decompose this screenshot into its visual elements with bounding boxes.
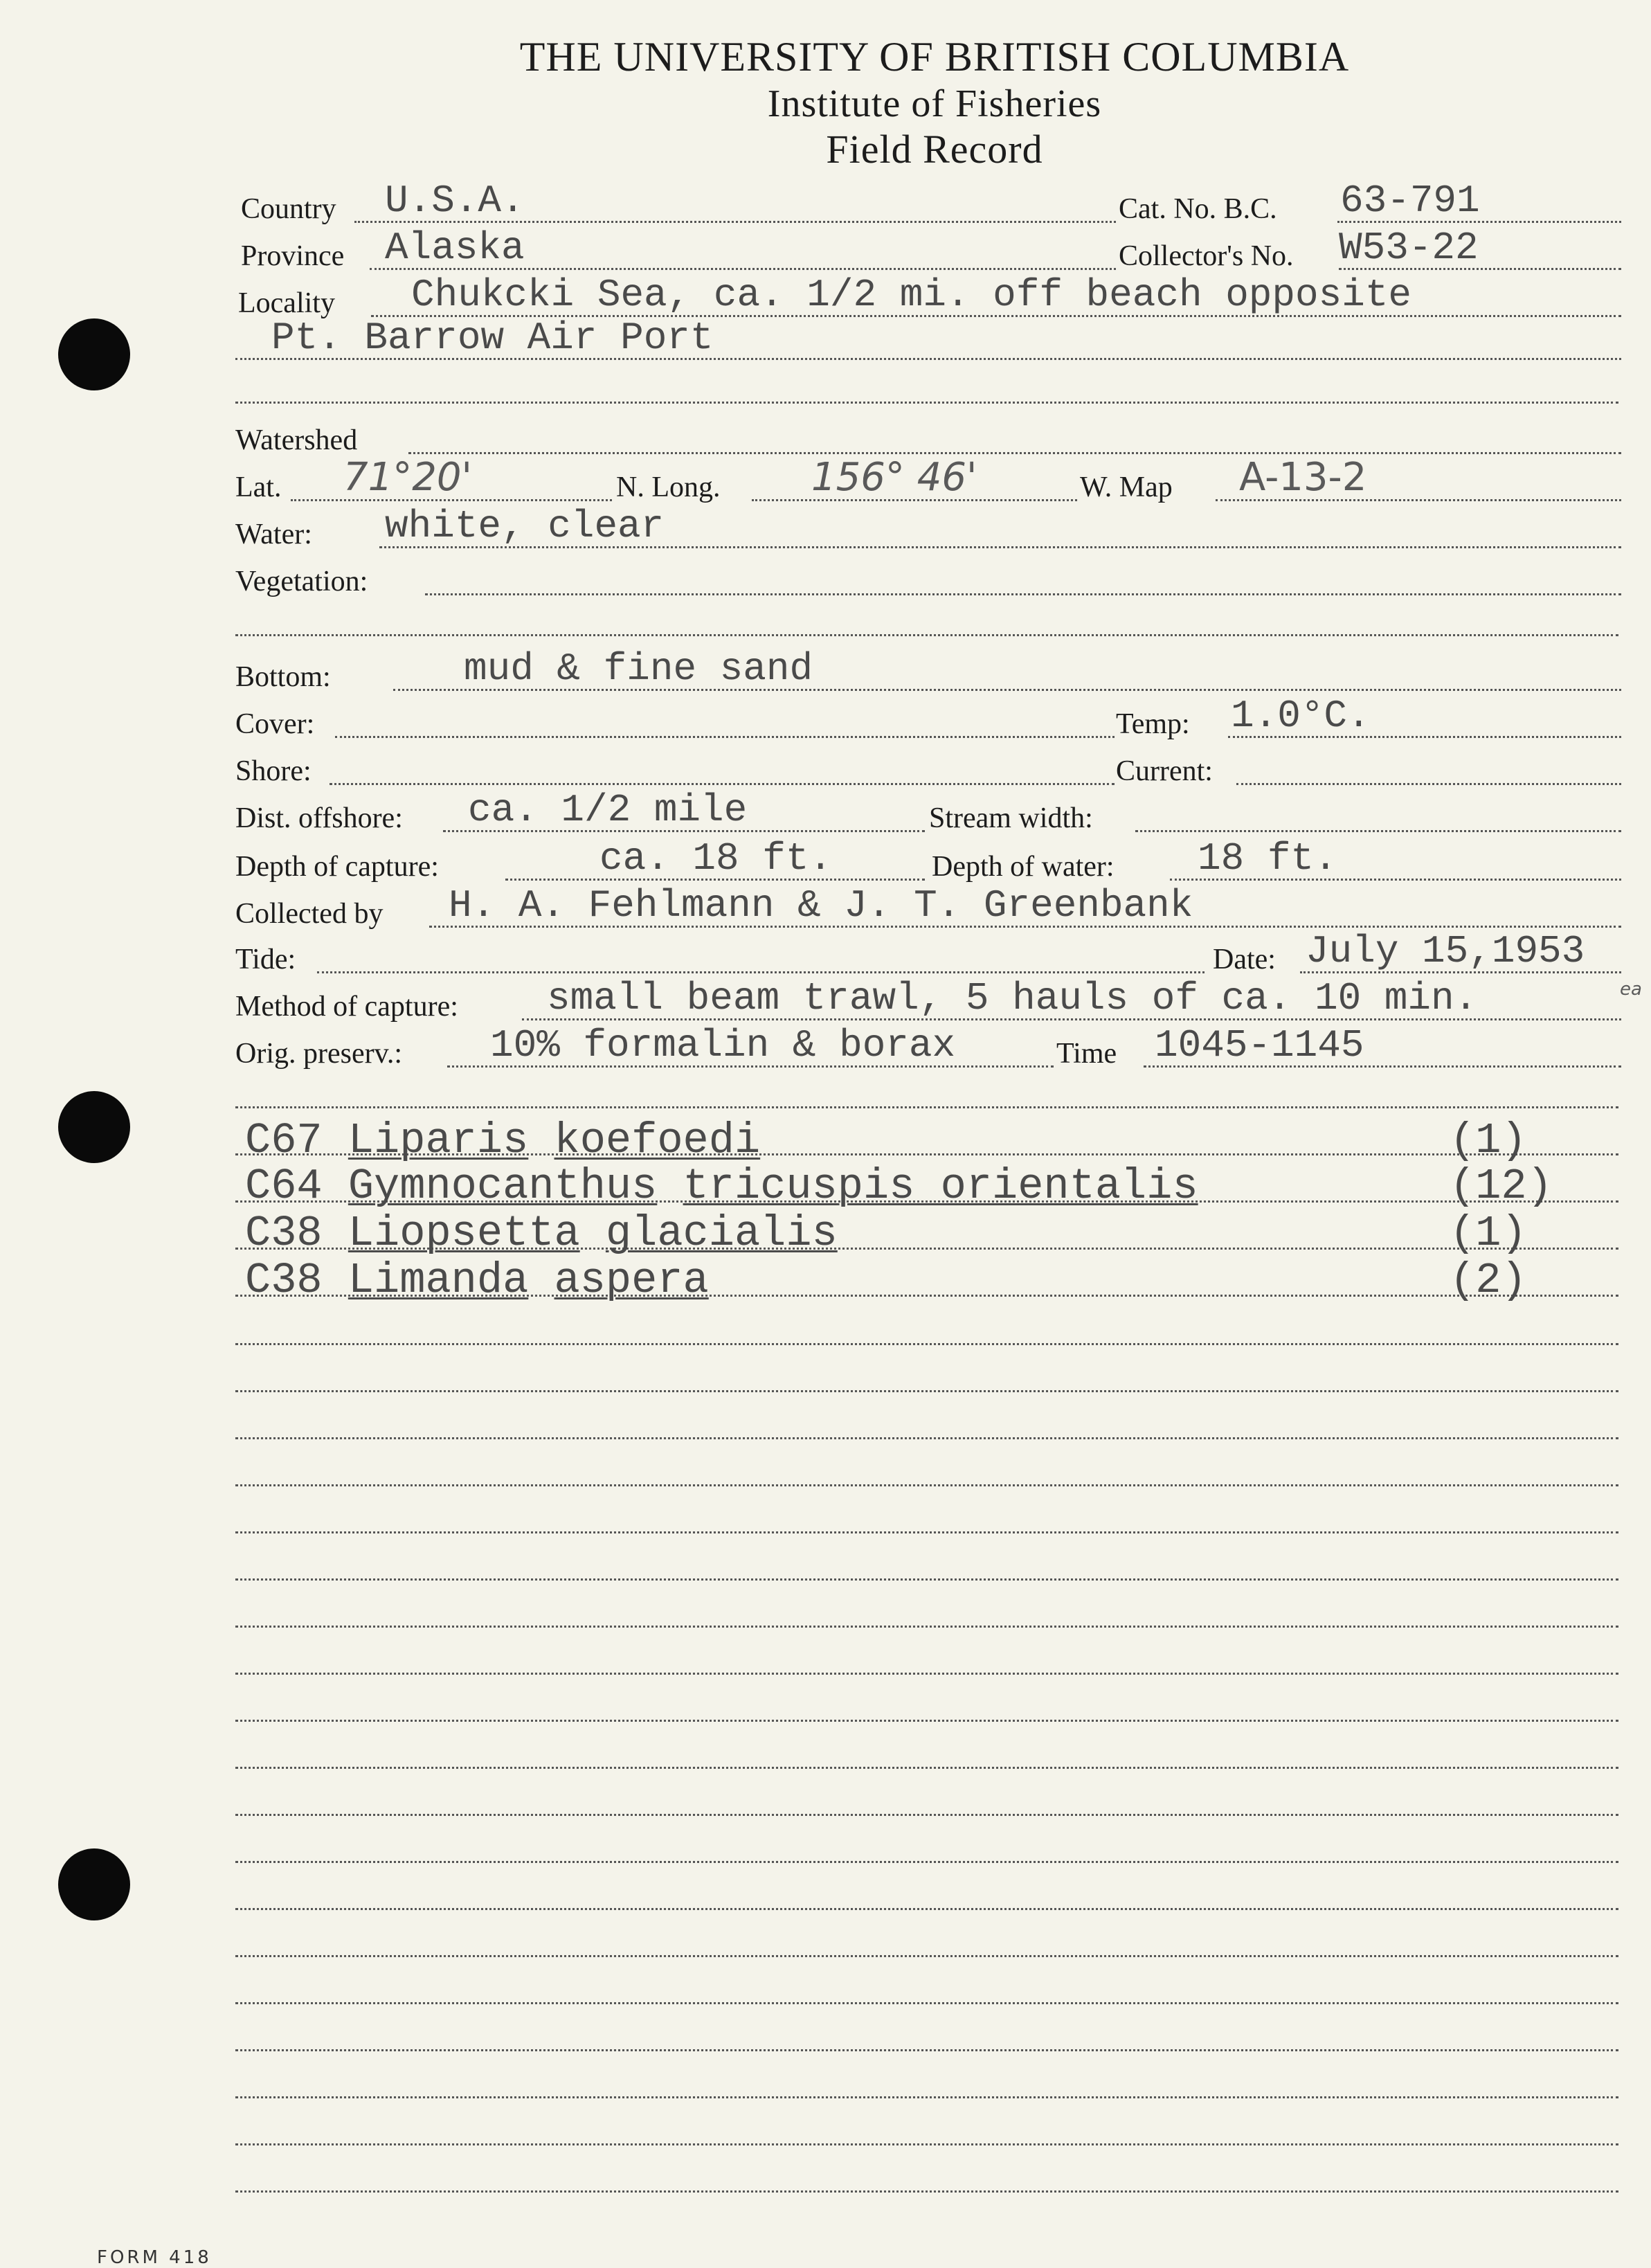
bottom-label: Bottom: bbox=[235, 661, 331, 693]
lat-value: 71°20' bbox=[343, 455, 472, 500]
date-label: Date: bbox=[1213, 944, 1276, 975]
cat-no-value: 63-791 bbox=[1340, 179, 1480, 223]
ruled-line bbox=[235, 1531, 1618, 1533]
province-value: Alaska bbox=[385, 226, 525, 270]
species-row bbox=[245, 1116, 760, 1165]
ruled-line bbox=[235, 2143, 1618, 2145]
ruled-line bbox=[235, 1626, 1618, 1628]
species-row bbox=[245, 1162, 1198, 1211]
species-genus: Liopsetta bbox=[348, 1209, 580, 1258]
long-value: 156° 46' bbox=[811, 455, 977, 500]
stream-width-label: Stream width: bbox=[929, 802, 1093, 834]
cat-no-label: Cat. No. B.C. bbox=[1119, 193, 1277, 225]
method-value: small beam trawl, 5 hauls of ca. 10 min. bbox=[547, 976, 1478, 1020]
punch-hole-top bbox=[58, 318, 130, 390]
ruled-line bbox=[235, 2002, 1618, 2004]
ruled-line bbox=[235, 1720, 1618, 1722]
institute-title: Institute of Fisheries bbox=[767, 82, 1102, 125]
collected-by-label: Collected by bbox=[235, 898, 384, 930]
ruled-line bbox=[235, 1578, 1618, 1581]
orig-preserv-label: Orig. preserv.: bbox=[235, 1038, 403, 1070]
form-title: Field Record bbox=[826, 127, 1043, 172]
species-epithet: glacialis bbox=[605, 1209, 838, 1258]
depth-water-label: Depth of water: bbox=[932, 851, 1115, 883]
ruled-line bbox=[235, 1908, 1618, 1910]
species-row bbox=[245, 1209, 838, 1258]
bottom-value: mud & fine sand bbox=[464, 647, 813, 691]
current-label: Current: bbox=[1116, 755, 1213, 787]
water-value: white, clear bbox=[385, 504, 665, 548]
time-label: Time bbox=[1056, 1038, 1117, 1070]
ruled-line bbox=[235, 1814, 1618, 1816]
form-number: FORM 418 bbox=[97, 2247, 212, 2268]
method-note: ea bbox=[1620, 979, 1642, 1000]
ruled-line bbox=[235, 2190, 1618, 2193]
species-count: (1) bbox=[1450, 1209, 1527, 1258]
lat-label: Lat. bbox=[235, 471, 282, 503]
ruled-line bbox=[235, 1343, 1618, 1345]
province-label: Province bbox=[241, 240, 345, 272]
species-genus: Limanda bbox=[348, 1256, 529, 1305]
punch-hole-bottom bbox=[58, 1848, 130, 1920]
locality-value-line2: Pt. Barrow Air Port bbox=[271, 316, 714, 360]
orig-preserv-value: 10% formalin & borax bbox=[490, 1023, 956, 1068]
species-row bbox=[245, 1256, 709, 1305]
ruled-line bbox=[235, 1673, 1618, 1675]
species-count: (12) bbox=[1450, 1162, 1553, 1211]
dist-offshore-value: ca. 1/2 mile bbox=[468, 788, 748, 832]
species-genus: Liparis bbox=[348, 1116, 529, 1165]
collectors-no-value: W53-22 bbox=[1339, 226, 1479, 270]
temp-value: 1.0°C. bbox=[1231, 694, 1371, 738]
cover-label: Cover: bbox=[235, 708, 315, 740]
w-map-label: W. Map bbox=[1080, 471, 1173, 503]
species-genus: Gymnocanthus bbox=[348, 1162, 658, 1211]
ruled-line bbox=[235, 1437, 1618, 1439]
ruled-line bbox=[235, 2049, 1618, 2051]
species-count: (1) bbox=[1450, 1116, 1527, 1165]
species-epithet: aspera bbox=[554, 1256, 709, 1305]
locality-value-line1: Chukcki Sea, ca. 1/2 mi. off beach opposite bbox=[411, 273, 1412, 317]
method-label: Method of capture: bbox=[235, 991, 458, 1023]
university-title: THE UNIVERSITY OF BRITISH COLUMBIA bbox=[519, 34, 1350, 80]
species-epithet: tricuspis orientalis bbox=[683, 1162, 1198, 1211]
country-label: Country bbox=[241, 193, 336, 225]
ruled-line bbox=[235, 1767, 1618, 1769]
species-epithet: koefoedi bbox=[554, 1116, 761, 1165]
species-code: C38 bbox=[245, 1209, 323, 1258]
water-label: Water: bbox=[235, 519, 312, 550]
ruled-line bbox=[235, 1861, 1618, 1863]
shore-label: Shore: bbox=[235, 755, 312, 787]
map-value: A-13-2 bbox=[1239, 455, 1367, 500]
collectors-no-label: Collector's No. bbox=[1119, 240, 1294, 272]
ruled-line bbox=[235, 1390, 1618, 1392]
species-count: (2) bbox=[1450, 1256, 1527, 1305]
species-code: C64 bbox=[245, 1162, 323, 1211]
depth-water-value: 18 ft. bbox=[1198, 836, 1337, 881]
date-value: July 15,1953 bbox=[1306, 929, 1585, 973]
watershed-label: Watershed bbox=[235, 424, 358, 456]
ruled-line bbox=[235, 1484, 1618, 1486]
collected-by-value: H. A. Fehlmann & J. T. Greenbank bbox=[449, 883, 1193, 928]
ruled-line bbox=[235, 1955, 1618, 1957]
species-code: C38 bbox=[245, 1256, 323, 1305]
depth-capture-label: Depth of capture: bbox=[235, 851, 439, 883]
temp-label: Temp: bbox=[1116, 708, 1190, 740]
locality-label: Locality bbox=[238, 287, 335, 319]
depth-capture-value: ca. 18 ft. bbox=[599, 836, 833, 881]
tide-label: Tide: bbox=[235, 944, 296, 975]
vegetation-label: Vegetation: bbox=[235, 566, 368, 597]
time-value: 1045-1145 bbox=[1155, 1023, 1364, 1068]
punch-hole-middle bbox=[58, 1091, 130, 1163]
n-long-label: N. Long. bbox=[616, 471, 721, 503]
ruled-line bbox=[235, 2096, 1618, 2098]
species-code: C67 bbox=[245, 1116, 323, 1165]
dist-offshore-label: Dist. offshore: bbox=[235, 802, 403, 834]
country-value: U.S.A. bbox=[385, 179, 525, 223]
